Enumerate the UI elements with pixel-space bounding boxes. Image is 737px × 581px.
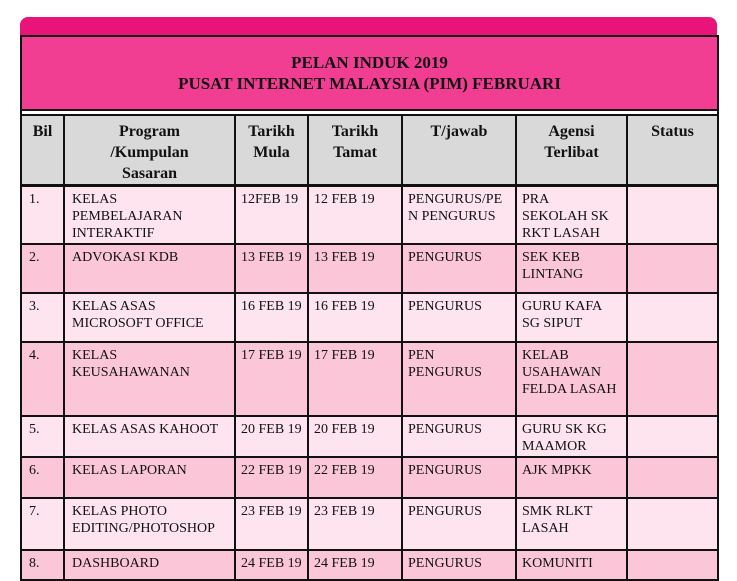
cell-tarikh-mula: 13 FEB 19 <box>235 244 308 293</box>
cell-line: N PENGURUS <box>408 209 496 224</box>
table-header-row <box>22 116 717 186</box>
cell-line: PENGURUS/PE <box>408 192 503 207</box>
cell-bil: 3. <box>22 293 64 342</box>
cell-line: KELAS ASAS KAHOOT <box>72 421 219 437</box>
cell-tjawab <box>402 186 516 244</box>
cell-line: FELDA LASAH <box>522 381 617 397</box>
cell-line: PENGURUS <box>408 364 482 380</box>
cell-tarikh-mula: 20 FEB 19 <box>235 416 308 457</box>
cell-line: PRA <box>522 192 550 207</box>
cell-bil: 8. <box>22 550 64 580</box>
table-body <box>22 186 717 580</box>
cell-bil: 4. <box>22 342 64 416</box>
cell-line: DASHBOARD <box>72 555 160 571</box>
cell-line: PENGURUS <box>408 421 482 437</box>
table-row <box>22 244 717 293</box>
cell-line: PENGURUS <box>408 555 482 571</box>
cell-tarikh-mula: 23 FEB 19 <box>235 498 308 550</box>
header-line: Tamat <box>333 144 377 161</box>
cell-line: RKT LASAH <box>522 226 600 241</box>
header-line: Terlibat <box>544 144 599 161</box>
cell-program <box>64 186 235 244</box>
cell-tarikh-mula: 17 FEB 19 <box>235 342 308 416</box>
cell-line: SEKOLAH SK <box>522 209 609 224</box>
cell-line: KEUSAHAWANAN <box>72 364 190 380</box>
cell-line: PENGURUS <box>408 503 482 519</box>
cell-tarikh-mula: 24 FEB 19 <box>235 550 308 580</box>
cell-status <box>627 342 717 416</box>
cell-tarikh-tamat: 20 FEB 19 <box>308 416 402 457</box>
table-row <box>22 457 717 498</box>
header-agensi <box>516 116 627 186</box>
table-row <box>22 550 717 580</box>
cell-line: KELAS <box>72 192 118 207</box>
cell-tarikh-tamat: 12 FEB 19 <box>308 186 402 244</box>
cell-tjawab <box>402 342 516 416</box>
document-title <box>22 37 717 111</box>
cell-agensi <box>516 293 627 342</box>
cell-agensi <box>516 244 627 293</box>
cell-status <box>627 457 717 498</box>
cell-program <box>64 457 235 498</box>
table-row <box>22 342 717 416</box>
cell-program <box>64 244 235 293</box>
cell-tjawab <box>402 416 516 457</box>
cell-agensi <box>516 457 627 498</box>
header-tarikh-mula <box>235 116 308 186</box>
title-line-1: PELAN INDUK 2019 <box>291 53 448 72</box>
cell-agensi <box>516 416 627 457</box>
cell-tarikh-mula: 22 FEB 19 <box>235 457 308 498</box>
cell-line: MICROSOFT OFFICE <box>72 315 204 331</box>
cell-tjawab <box>402 550 516 580</box>
table-row <box>22 498 717 550</box>
cell-line: PENGURUS <box>408 298 482 314</box>
cell-line: USAHAWAN <box>522 364 601 380</box>
cell-program <box>64 498 235 550</box>
plan-document <box>20 35 719 581</box>
cell-tarikh-tamat: 22 FEB 19 <box>308 457 402 498</box>
cell-tarikh-tamat: 16 FEB 19 <box>308 293 402 342</box>
header-line: Tarikh <box>331 123 379 140</box>
header-tarikh-tamat <box>308 116 402 186</box>
cell-program <box>64 416 235 457</box>
cell-program <box>64 550 235 580</box>
cell-line: AJK MPKK <box>522 462 592 478</box>
table-row <box>22 293 717 342</box>
cell-bil: 6. <box>22 457 64 498</box>
cell-bil: 1. <box>22 186 64 244</box>
cell-status <box>627 550 717 580</box>
cell-line: LASAH <box>522 520 569 536</box>
header-tjawab <box>402 116 516 186</box>
cell-line: KELAS <box>72 347 118 363</box>
cell-tjawab <box>402 293 516 342</box>
cell-line: EDITING/PHOTOSHOP <box>72 520 215 536</box>
cell-line: PEMBELAJARAN <box>72 209 183 224</box>
header-line: /Kumpulan <box>110 144 189 161</box>
cell-bil: 2. <box>22 244 64 293</box>
header-status <box>627 116 717 186</box>
cell-agensi <box>516 342 627 416</box>
cell-line: PENGURUS <box>408 249 482 265</box>
header-line: Status <box>651 123 694 140</box>
header-bil <box>22 116 64 186</box>
title-line-2: PUSAT INTERNET MALAYSIA (PIM) FEBRUARI <box>178 74 561 93</box>
cell-line: LINTANG <box>522 266 584 282</box>
cell-line: KELAS ASAS <box>72 298 156 314</box>
cell-line: KELAS PHOTO <box>72 503 168 519</box>
cell-line: SEK KEB <box>522 249 580 265</box>
cell-tarikh-tamat: 23 FEB 19 <box>308 498 402 550</box>
plan-table <box>22 116 717 581</box>
cell-tarikh-mula: 16 FEB 19 <box>235 293 308 342</box>
header-line: Sasaran <box>121 165 178 182</box>
cell-line: KELAB <box>522 347 569 363</box>
cell-status <box>627 186 717 244</box>
cell-status <box>627 244 717 293</box>
cell-tjawab <box>402 457 516 498</box>
header-line: T/jawab <box>430 123 488 140</box>
header-line: Program <box>118 123 180 140</box>
cell-line: KOMUNITI <box>522 555 593 571</box>
cell-line: GURU KAFA <box>522 298 603 314</box>
cell-line: INTERAKTIF <box>72 226 155 241</box>
header-line: Agensi <box>548 123 595 140</box>
cell-program <box>64 293 235 342</box>
cell-line: ADVOKASI KDB <box>72 249 179 265</box>
cell-tarikh-tamat: 24 FEB 19 <box>308 550 402 580</box>
table-row <box>22 416 717 457</box>
cell-line: SG SIPUT <box>522 315 583 331</box>
cell-line: PEN <box>408 347 435 363</box>
cell-status <box>627 293 717 342</box>
cell-tjawab <box>402 244 516 293</box>
header-line: Bil <box>32 123 53 140</box>
cell-tarikh-mula: 12FEB 19 <box>235 186 308 244</box>
cell-line: SMK RLKT <box>522 503 593 519</box>
cell-line: KELAS LAPORAN <box>72 462 187 478</box>
cell-status <box>627 416 717 457</box>
cell-tarikh-tamat: 17 FEB 19 <box>308 342 402 416</box>
cell-agensi <box>516 498 627 550</box>
header-line: Mula <box>253 144 290 161</box>
cell-tjawab <box>402 498 516 550</box>
cell-agensi <box>516 550 627 580</box>
header-program <box>64 116 235 186</box>
cell-agensi <box>516 186 627 244</box>
cell-program <box>64 342 235 416</box>
table-row <box>22 186 717 244</box>
cell-line: GURU SK KG <box>522 421 607 437</box>
cell-line: PENGURUS <box>408 462 482 478</box>
cell-tarikh-tamat: 13 FEB 19 <box>308 244 402 293</box>
cell-bil: 7. <box>22 498 64 550</box>
header-line: Tarikh <box>248 123 295 140</box>
cell-status <box>627 498 717 550</box>
cell-line: MAAMOR <box>522 438 587 454</box>
cell-bil: 5. <box>22 416 64 457</box>
